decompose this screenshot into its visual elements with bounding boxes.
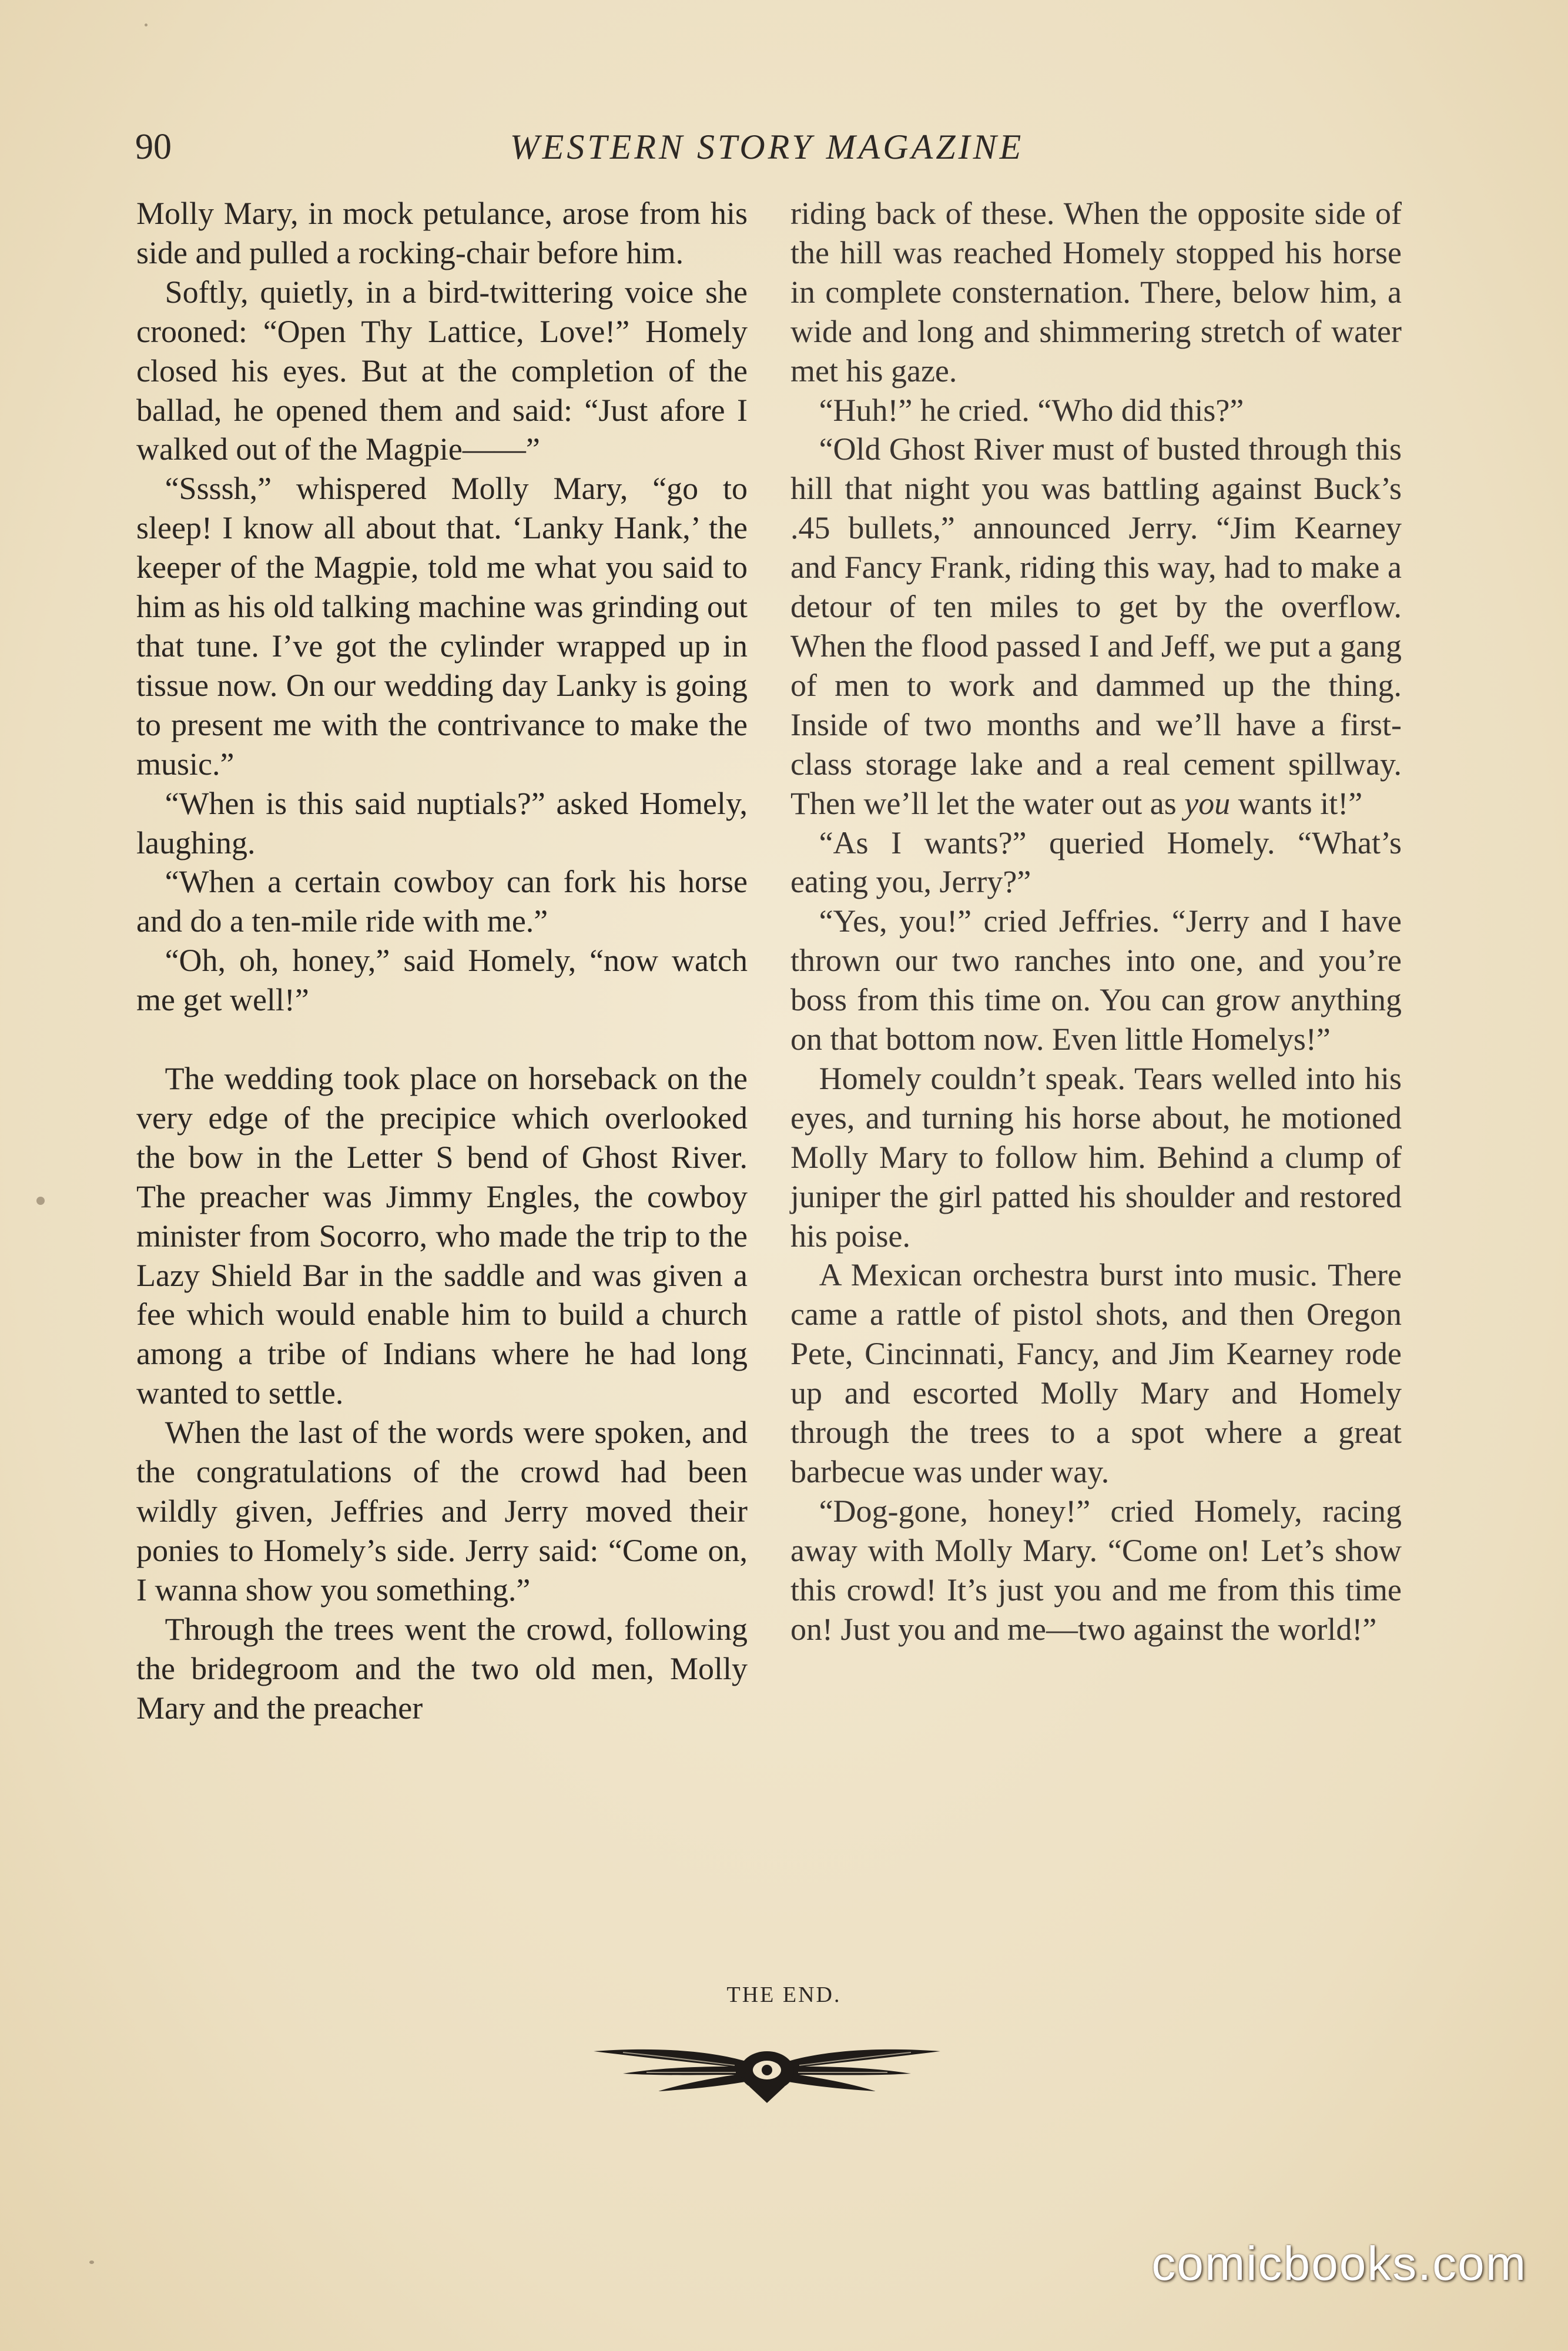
paragraph: “When a certain cowboy can fork his horse and do a ten-mile ride with me.”	[136, 864, 748, 939]
the-end-label: THE END.	[726, 1982, 842, 2007]
paragraph: A Mexican orchestra burst into music. There came a rattle of pistol shots, and then Oregon Pete, Cincinnati, Fancy, and Jim Kearney rode up and escorted Molly Mary and Homely through the trees to a spot where a great barbecue was under way.	[790, 1257, 1402, 1489]
paragraph: “Oh, oh, honey,” said Homely, “now watch me get well!”	[136, 943, 748, 1018]
right-column	[790, 194, 1402, 1649]
paragraph: “Yes, you!” cried Jeffries. “Jerry and I have thrown our two ranches into one, and you’re boss from this time on. You can grow anything on that bottom now. Even little Homelys!”	[790, 903, 1402, 1057]
paragraph: “Dog-gone, honey!” cried Homely, racing away with Molly Mary. “Come on! Let’s show this crowd! It’s just you and me from this time on! Just you and me—two against the world!”	[790, 1493, 1402, 1647]
paper-speck	[36, 1197, 45, 1205]
paragraph: “As I wants?” queried Homely. “What’s eating you, Jerry?”	[790, 825, 1402, 900]
paragraph: The wedding took place on horseback on the very edge of the precipice which overlooked the bow in the Letter S bend of Ghost River. The preacher was Jimmy Engles, the cowboy minister from Socorro, who made the trip to the Lazy Shield Bar in the saddle and was given a fee which would enable him to build a church among a tribe of Indians where he had long wanted to settle.	[136, 1061, 748, 1411]
paper-speck	[145, 24, 148, 26]
paragraph: riding back of these. When the opposite side of the hill was reached Homely stopped his horse in complete consternation. There, below him, a wide and long and shimmering stretch of water met his gaze.	[790, 196, 1402, 389]
paragraph	[790, 430, 1402, 823]
watermark: comicbooks.com	[1151, 2237, 1527, 2290]
page-number: 90	[135, 127, 172, 167]
italic-word: you	[1184, 785, 1231, 821]
paragraph: “Ssssh,” whispered Molly Mary, “go to sleep! I know all about that. ‘Lanky Hank,’ the keeper of the Magpie, told me what you said to him as his old talking machine was grinding out that tune. I’ve got the cylinder wrapped up in tissue now. On our wedding day Lanky is going to present me with the contrivance to make the music.”	[136, 471, 748, 782]
left-column	[136, 194, 748, 1727]
paragraph: Softly, quietly, in a bird-twittering voice she crooned: “Open Thy Lattice, Love!” Homely closed his eyes. But at the completion of the ballad, he opened them and said: “Just afore I walked out of the Magpie——”	[136, 274, 748, 467]
paragraph: When the last of the words were spoken, and the congratulations of the crowd had been wildly given, Jeffries and Jerry moved their ponies to Homely’s side. Jerry said: “Come on, I wanna show you something.”	[136, 1415, 748, 1607]
paragraph: Molly Mary, in mock petulance, arose from his side and pulled a rocking-chair before him.	[136, 196, 748, 270]
page-header	[135, 120, 1399, 173]
paragraph: “When is this said nuptials?” asked Homely, laughing.	[136, 785, 748, 860]
paragraph-text: wants it!”	[1238, 785, 1363, 821]
paper-speck	[89, 2260, 94, 2264]
running-head: WESTERN STORY MAGAZINE	[510, 128, 1024, 166]
paragraph: Through the trees went the crowd, following the bridegroom and the two old men, Molly Mary and the preacher	[136, 1611, 748, 1726]
paragraph: “Huh!” he cried. “Who did this?”	[819, 392, 1244, 428]
paragraph-text: “Old Ghost River must of busted through this hill that night you was battling against Buck’s .45 bullets,” announced Jerry. “Jim Kearney and Fancy Frank, riding this way, had to make a detour of ten miles to get by the overflow. When the flood passed I and Jeff, we put a gang of men to work and dammed up the thing. Inside of two months and we’ll have a first-class storage lake and a real cement spillway. Then we’ll let the water out as	[790, 431, 1402, 821]
winged-emblem-icon	[588, 2028, 946, 2110]
paragraph: Homely couldn’t speak. Tears welled into his eyes, and turning his horse about, he motioned Molly Mary to follow him. Behind a clump of juniper the girl patted his shoulder and restored his poise.	[790, 1060, 1402, 1254]
